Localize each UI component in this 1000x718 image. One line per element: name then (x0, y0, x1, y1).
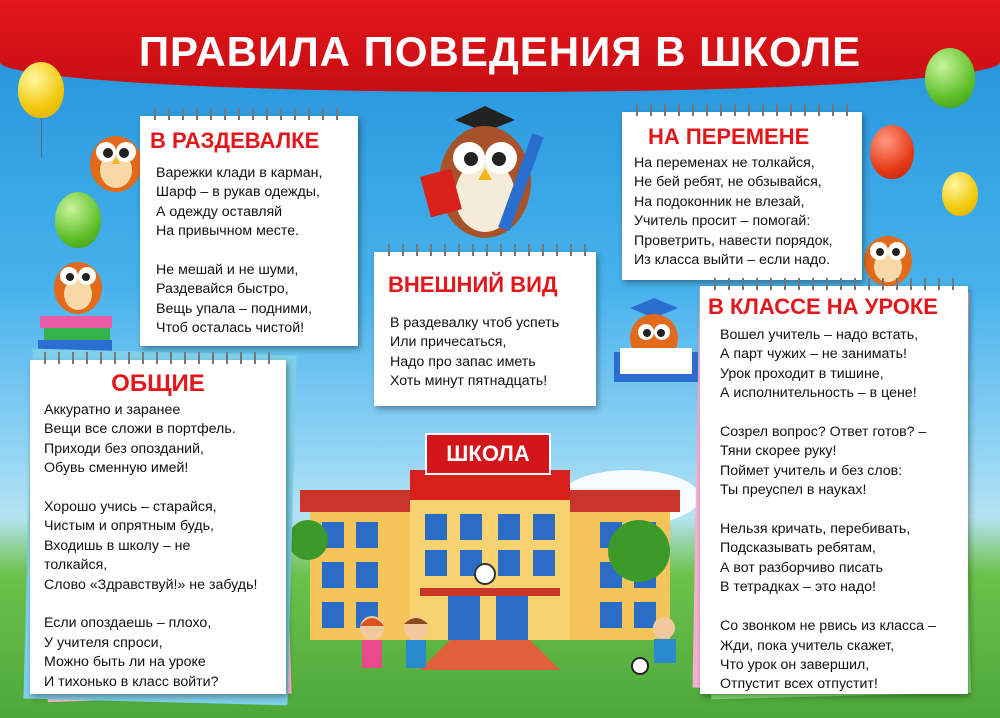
page-title: ПРАВИЛА ПОВЕДЕНИЯ В ШКОЛЕ (138, 28, 862, 75)
green-balloon (925, 48, 975, 108)
tree (608, 520, 670, 582)
card-razdevalka (140, 116, 358, 346)
card-heading: В РАЗДЕВАЛКЕ (150, 128, 320, 153)
children-illustration (350, 610, 440, 690)
boy-with-ball-illustration (630, 614, 690, 684)
owl-with-book-icon (608, 296, 704, 388)
owl-on-books-icon (38, 252, 118, 362)
school-sign: ШКОЛА (425, 433, 551, 475)
card-obshchie (30, 360, 286, 694)
card-heading: НА ПЕРЕМЕНЕ (648, 124, 810, 149)
tree (288, 520, 328, 560)
card-peremena (622, 112, 862, 280)
card-text: Варежки клади в карман, Шарф – в рукав одежды, А одежду оставляй На привычном месте. Не мешай и не шуми, Раздевайся быстро, Вещь упала – подними, Чтоб осталась чистой! (156, 165, 323, 337)
card-text: В раздевалку чтоб успеть Или причесаться, Надо про запас иметь Хоть минут пятнадцать! (390, 315, 560, 390)
card-text: Аккуратно и заранее Вещи все сложи в портфель. Приходи без опозданий, Обувь сменную имей! Хорошо учись – старайся, Чистым и опрятным будь, Входишь в школу – не толкайся, Слово «Здравствуй!» не забудь! Если опоздаешь – плохо, У учителя спроси, Можно быть ли на уроке И тихонько в класс войти? (44, 402, 258, 690)
red-balloon (870, 125, 914, 179)
card-heading: ВНЕШНИЙ ВИД (388, 272, 558, 297)
card-text: На переменах не толкайся, Не бей ребят, не обзывайся, На подоконник не влезай, Учитель просит – помогай: Проветрить, навести порядок, Из класса выйти – если надо. (634, 155, 833, 269)
card-heading: ОБЩИЕ (111, 370, 205, 397)
green-balloon (55, 192, 101, 248)
card-heading: В КЛАССЕ НА УРОКЕ (708, 294, 938, 319)
teacher-owl-icon (415, 92, 555, 252)
card-v-klasse (700, 286, 968, 694)
yellow-balloon (18, 62, 64, 118)
card-text: Вошел учитель – надо встать, А парт чужих – не занимать! Урок проходит в тишине, А исполнительность – в цене! Созрел вопрос? Ответ готов? – Тяни скорее руку! Поймет учитель и без слов: Ты преуспел в науках! Нельзя кричать, перебивать, Подсказывать ребятам, А вот разборчиво писать В тетрадках – это надо! Со звонком не рвись из класса – Жди, пока учитель скажет, Что урок он завершил, Отпустит всех отпустит! (720, 327, 936, 693)
card-vneshniy-vid (374, 252, 596, 406)
yellow-balloon (942, 172, 978, 216)
